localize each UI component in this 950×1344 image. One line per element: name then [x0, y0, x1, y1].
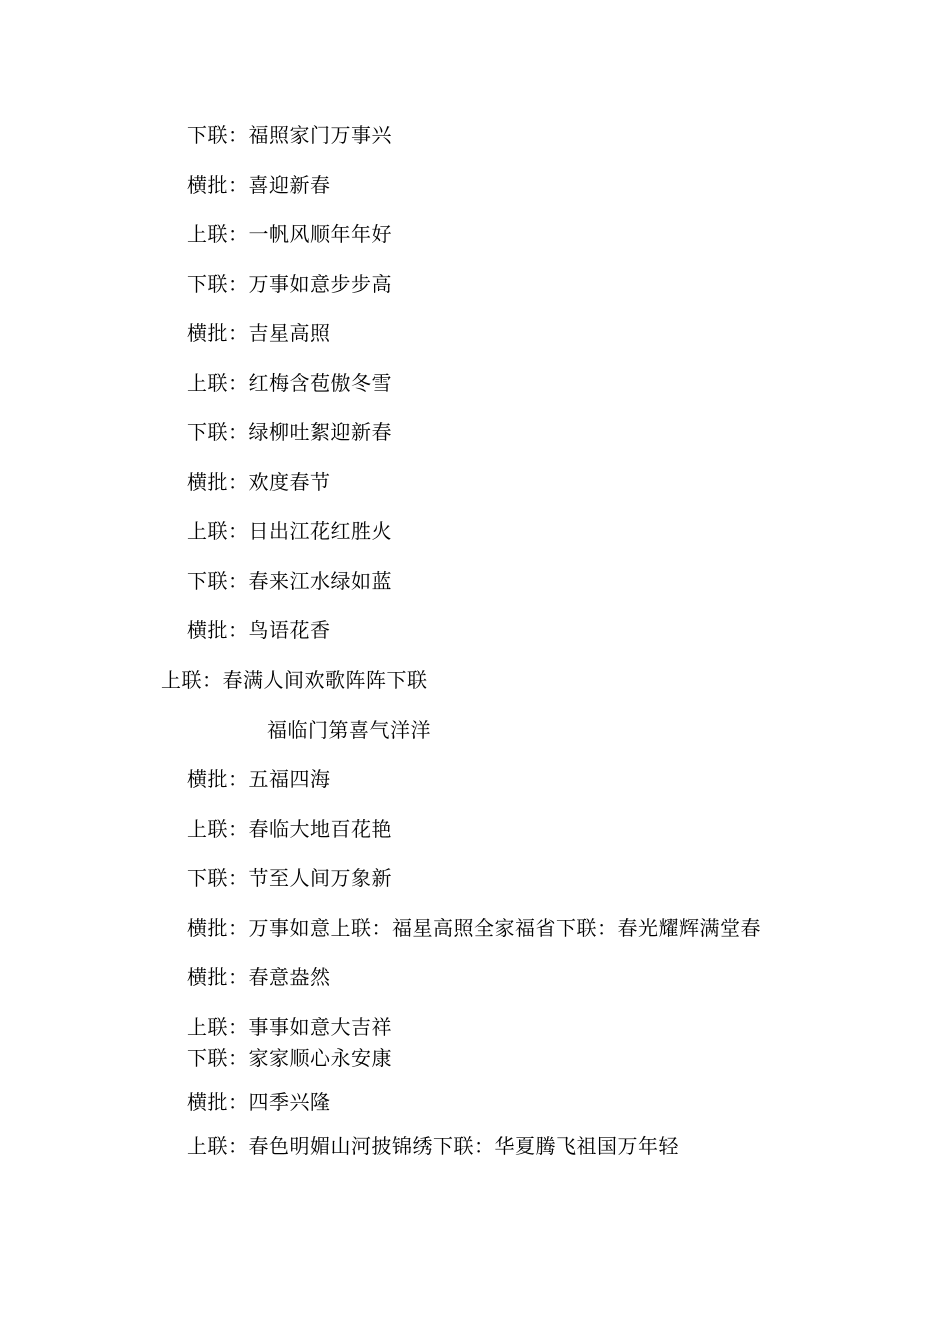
couplet-line: 上联：事事如意大吉祥	[187, 1015, 392, 1039]
couplet-line: 横批：吉星高照	[187, 321, 331, 345]
couplet-line: 横批：喜迎新春	[187, 173, 331, 197]
couplet-line: 上联：春临大地百花艳	[187, 817, 392, 841]
couplet-line: 下联：春来江水绿如蓝	[187, 569, 392, 593]
couplet-line: 横批：四季兴隆	[187, 1090, 331, 1114]
couplet-line: 下联：家家顺心永安康	[187, 1046, 392, 1070]
couplet-line: 下联：福照家门万事兴	[187, 123, 392, 147]
couplet-line: 上联：红梅含苞傲冬雪	[187, 371, 392, 395]
couplet-line: 下联：万事如意步步高	[187, 272, 392, 296]
couplet-line: 福临门第喜气洋洋	[267, 718, 431, 742]
couplet-line: 横批：欢度春节	[187, 470, 331, 494]
couplet-line: 下联：绿柳吐絮迎新春	[187, 420, 392, 444]
couplet-line: 横批：鸟语花香	[187, 618, 331, 642]
couplet-line: 横批：春意盎然	[187, 965, 331, 989]
couplet-line: 横批：万事如意上联：福星高照全家福省下联：春光耀辉满堂春	[187, 916, 761, 940]
couplet-line: 上联：一帆风顺年年好	[187, 222, 392, 246]
couplet-line: 上联：春色明媚山河披锦绣下联：华夏腾飞祖国万年轻	[187, 1134, 679, 1158]
couplet-line: 下联：节至人间万象新	[187, 866, 392, 890]
couplet-line: 上联：日出江花红胜火	[187, 519, 392, 543]
couplet-line: 上联：春满人间欢歌阵阵下联	[161, 668, 428, 692]
couplet-line: 横批：五福四海	[187, 767, 331, 791]
